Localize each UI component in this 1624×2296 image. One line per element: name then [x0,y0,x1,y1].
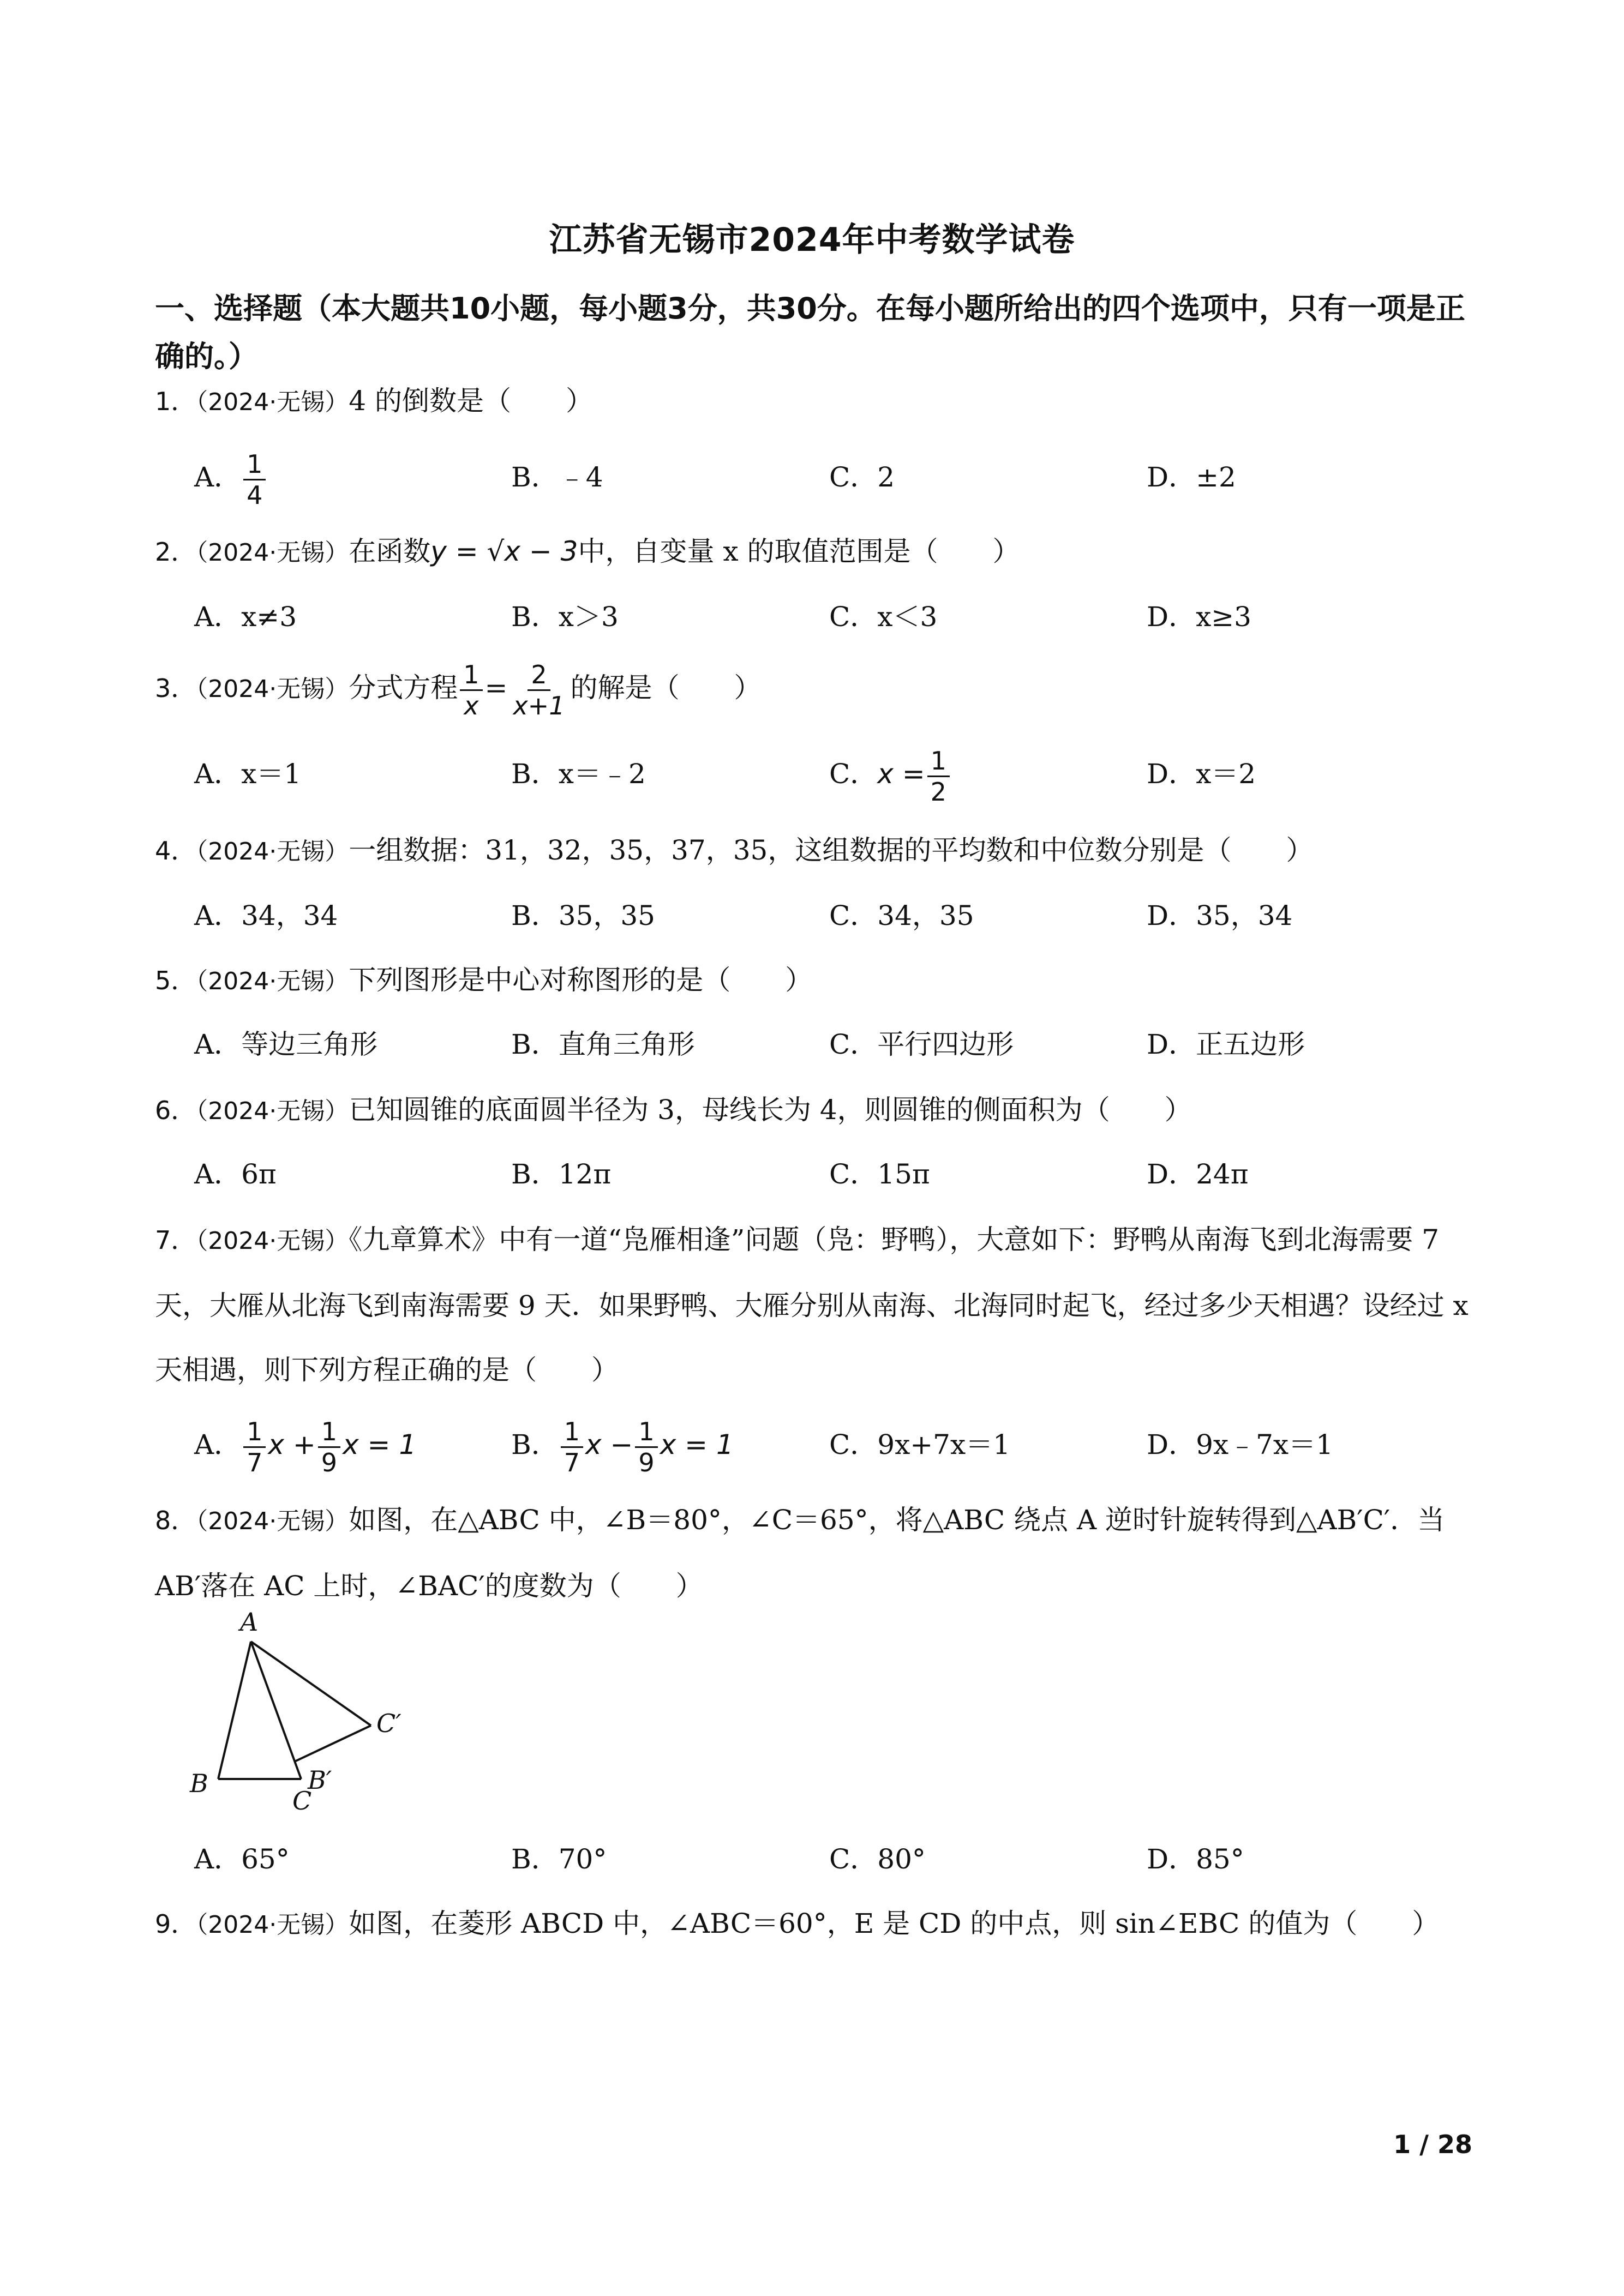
option-c: C．80° [829,1843,926,1875]
question-source: （2024·无锡） [196,1507,349,1535]
question-stem: 《九章算术》中有一道“凫雁相逢”问题（凫：野鸭），大意如下：野鸭从南海飞到北海需要 7 天，大雁从北海飞到南海需要 9 天．如果野鸭、大雁分别从南海、北海同时起飞，经过多少天相遇？设经过 x 天相遇，则下列方程正确的是（ ） [155,1224,1469,1386]
option-b: B．35，35 [511,900,655,931]
option-a: A．34，34 [194,900,338,931]
option-c: C．15π [829,1158,930,1190]
edge-b-prime-c-prime [295,1726,371,1762]
option-d: D．24π [1147,1158,1249,1190]
option-c: C．2 [829,461,895,493]
function-formula: y = √x − 3 [430,536,578,567]
fraction: $\frac{1}{x}$ [460,660,482,720]
option-c: C．x＜3 [829,601,938,633]
option-d: D．正五边形 [1147,1029,1305,1060]
question-number: 9． [155,1909,196,1939]
label-b-prime: B′ [308,1765,332,1795]
options-4 [194,883,1476,948]
label-c-prime: C′ [376,1709,401,1738]
option-c: C．9x+7x＝1 [829,1429,1010,1460]
question-stem: 4 的倒数是（ ） [349,385,593,417]
option-a: A．65° [194,1843,290,1875]
question-9 [155,1891,1475,1957]
question-4 [155,818,1475,884]
question-5 [155,948,1475,1014]
question-stem: 如图，在菱形 ABCD 中，∠ABC＝60°，E 是 CD 的中点，则 sin∠EBC 的值为（ ） [349,1908,1440,1939]
fraction: $\frac{1}{2}$ [927,746,950,807]
question-number: 4． [155,836,196,865]
options-3 [194,742,1476,806]
question-1 [155,369,1475,435]
question-6 [155,1078,1475,1144]
question-source: （2024·无锡） [196,539,349,567]
question-source: （2024·无锡） [196,1097,349,1125]
option-a: A． $\frac{1}{7}$ x + $\frac{1}{9}$ x = 1 [194,1416,417,1477]
option-d: D．35，34 [1147,900,1293,931]
question-source: （2024·无锡） [196,675,349,703]
question-source: （2024·无锡） [196,1911,349,1939]
question-8 [155,1488,1475,1618]
option-c: C．平行四边形 [829,1029,1014,1060]
question-number: 5． [155,966,196,995]
edge-ac [251,1642,301,1779]
question-source: （2024·无锡） [196,838,349,865]
options-2 [194,585,1476,649]
options-1 [194,445,1476,509]
question-number: 6． [155,1096,196,1125]
fraction: $\frac{1}{9}$ [318,1417,340,1477]
options-5 [194,1012,1476,1077]
triangle-rotation-figure [185,1609,426,1816]
fraction: $\frac{1}{7}$ [243,1417,266,1477]
options-8 [194,1827,1476,1891]
question-stem: 下列图形是中心对称图形的是（ ） [349,964,813,996]
option-d: D．85° [1147,1843,1244,1875]
fraction: $\frac{1}{7}$ [561,1417,583,1477]
label-b: B [190,1769,208,1798]
question-number: 1． [155,387,196,416]
option-a: A． $\frac{1}{4}$ [194,445,268,510]
option-b: B．x＝﹣2 [511,758,646,790]
fraction: $\frac{1}{9}$ [635,1417,657,1477]
edge-ac-prime [251,1642,371,1726]
question-7 [155,1207,1475,1402]
question-number: 7． [155,1225,196,1255]
question-source: （2024·无锡） [196,967,349,995]
question-number: 8． [155,1506,196,1535]
option-d: D．±2 [1147,461,1236,493]
fraction: $\frac{2}{x+1}$ [513,659,565,720]
option-d: D．9x﹣7x＝1 [1147,1429,1333,1460]
page-number: 1 / 28 [1393,2130,1472,2159]
question-2: 2．（2024·无锡）在函数y = √x − 3中，自变量 x 的取值范围是（ ） [155,536,1020,567]
question-stem: 如图，在△ABC 中，∠B＝80°，∠C＝65°，将△ABC 绕点 A 逆时针旋转得到△AB′C′．当 AB′落在 AC 上时，∠BAC′的度数为（ ） [155,1504,1445,1602]
question-number: 3． [155,674,196,703]
question-source: （2024·无锡） [196,388,349,416]
option-b: B．﹣4 [511,461,603,493]
option-b: B．x＞3 [511,601,619,633]
option-d: D．x≥3 [1147,601,1251,633]
fraction: $\frac{1}{4}$ [243,449,266,510]
option-a: A．6π [194,1158,277,1190]
option-b: B．12π [511,1158,612,1190]
page-title: 江苏省无锡市2024年中考数学试卷 [549,221,1075,259]
option-a: A．x＝1 [194,758,302,790]
question-3: 3．（2024·无锡）分式方程 $\frac{1}{x}$ = $\frac{2}{x+1}$ 的解是（ ） [155,659,762,720]
option-c: C．34，35 [829,900,974,931]
option-b: B．70° [511,1843,607,1875]
options-7 [194,1413,1476,1477]
option-b: B． $\frac{1}{7}$ x − $\frac{1}{9}$ x = 1 [511,1416,734,1477]
label-a: A [240,1609,259,1637]
question-number: 2． [155,537,196,567]
option-b: B．直角三角形 [511,1029,695,1060]
question-source: （2024·无锡） [196,1227,349,1255]
option-d: D．x＝2 [1147,758,1256,790]
option-c: C．x = $\frac{1}{2}$ [829,742,952,807]
question-stem: 已知圆锥的底面圆半径为 3，母线长为 4，则圆锥的侧面积为（ ） [349,1094,1192,1126]
section-heading: 一、选择题（本大题共10小题，每小题3分，共30分。在每小题所给出的四个选项中，只有一项是正确的。） [155,291,1465,374]
option-a: A．x≠3 [194,601,297,633]
options-6 [194,1142,1476,1206]
label-c: C [292,1786,312,1816]
option-a: A．等边三角形 [194,1029,378,1060]
question-stem: 一组数据：31，32，35，37，35，这组数据的平均数和中位数分别是（ ） [349,834,1314,866]
edge-ab [218,1642,251,1779]
